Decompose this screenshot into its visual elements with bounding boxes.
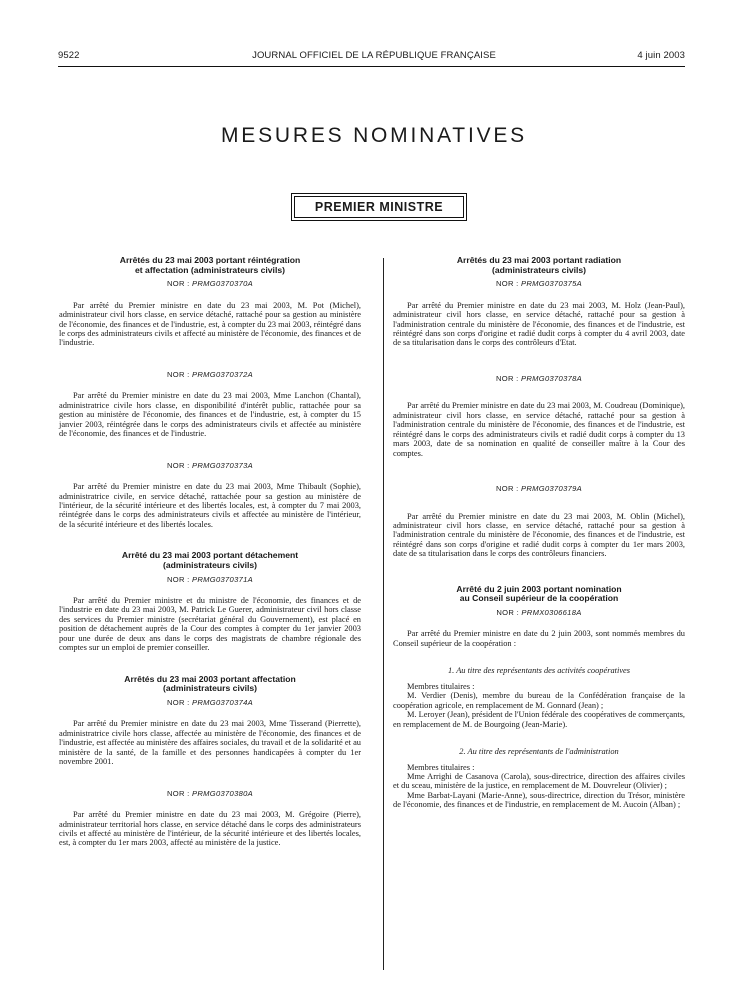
decree-paragraph: Par arrêté du Premier ministre en date du 23 mai 2003, M. Pot (Michel), administrateur civil hors classe, en service détaché, rattaché pour sa gestion au ministère de l'économie, des finances et de l'industrie, est, à compter du 23 mai 2003, réintégré dans le corps des administrateurs civils et affecté au ministère de l'économie, des finances et de l'industrie.: [59, 300, 361, 348]
subsection-heading: 1. Au titre des représentants des activités coopératives: [447, 666, 631, 676]
nor-reference: NOR : PRMG0370372A: [166, 369, 254, 379]
section-title-line: (administrateurs civils): [162, 683, 258, 694]
nor-reference: NOR : PRMG0370378A: [495, 373, 583, 383]
decree-paragraph: Par arrêté du Premier ministre en date du 23 mai 2003, Mme Thibault (Sophie), administratrice civile, en service détaché, rattachée pour sa gestion au ministère de l'intérieur, de la sécurité intérieure et des libertés locales, est, à compter du 7 mai 2003, réintégrée dans le corps des administrateurs civils et affectée au ministère de l'intérieur, de la sécurité intérieure et des libertés locales.: [59, 482, 361, 529]
decree-paragraph: Par arrêté du Premier ministre en date du 23 mai 2003, Mme Tisserand (Pierrette), administratrice civile hors classe, affectée au ministère de l'économie, des finances et de l'industrie, est affectée au ministère des affaires sociales, du travail et de la solidarité et au ministère de la santé, de la famille et des personnes handicapées à compter du 1er novembre 2001.: [59, 719, 361, 767]
section-title-line: Arrêté du 23 mai 2003 portant détachement: [121, 550, 299, 561]
section-title-line: Arrêtés du 23 mai 2003 portant radiation: [456, 255, 622, 265]
section-box-label: PREMIER MINISTRE: [294, 196, 464, 218]
decree-paragraph: Par arrêté du Premier ministre en date du 23 mai 2003, M. Coudreau (Dominique), administrateur civil hors classe, en service détaché, rattaché pour sa gestion à l'administration centrale du ministère de l'économie, des finances et de l'industrie, est réintégré dans le corps des administrateurs civils et radié dudit corps à compter du 13 mars 2003, date de sa nomination en qualité de conseiller maître à la Cour des comptes.: [393, 401, 685, 458]
nor-reference: NOR : PRMG0370379A: [495, 484, 583, 494]
members-label: Membres titulaires :: [407, 762, 475, 772]
section-title-line: Arrêté du 2 juin 2003 portant nomination: [456, 583, 622, 594]
nor-reference: NOR : PRMG0370374A: [166, 697, 254, 707]
member-entry: M. Leroyer (Jean), président de l'Union fédérale des coopératives de commerçants, en remplacement de M. de Bourgoing (Jean-Marie).: [393, 710, 686, 729]
nor-reference: NOR : PRMG0370380A: [166, 788, 254, 798]
member-entry: Mme Barbat-Layani (Marie-Anne), sous-directrice, direction du Trésor, ministère de l'économie, des finances et de l'industrie, en remplacement de M. Aucoin (Alban) ;: [393, 790, 685, 810]
nor-reference: NOR : PRMX0306618A: [496, 607, 582, 617]
decree-paragraph: Par arrêté du Premier ministre en date du 23 mai 2003, M. Oblin (Michel), administrateur civil hors classe, en service détaché, rattaché pour sa gestion à l'administration centrale du ministère de l'économie, des finances et de l'industrie, est réintégré dans son corps d'origine et radié dudit corps à compter du 1er mars 2003, date de sa titularisation dans le corps des contrôleurs financiers.: [393, 511, 685, 559]
issue-date: 4 juin 2003: [637, 50, 685, 61]
header-rule: [58, 66, 685, 67]
section-title-line: Arrêtés du 23 mai 2003 portant affectation: [124, 673, 296, 684]
nor-reference: NOR : PRMG0370370A: [166, 279, 254, 289]
section-title-line: (administrateurs civils): [162, 559, 258, 570]
section-box: [291, 193, 467, 221]
member-entry: M. Verdier (Denis), membre du bureau de la Confédération française de la coopération agricole, en remplacement de M. Gonnard (Jean) ;: [393, 691, 685, 710]
column-divider: [383, 258, 384, 970]
left-column: [59, 256, 361, 848]
section-title-line: au Conseil supérieur de la coopération: [459, 593, 619, 604]
section-title: [59, 675, 361, 694]
decree-paragraph: Par arrêté du Premier ministre et du ministre de l'économie, des finances et de l'industrie en date du 23 mai 2003, M. Patrick Le Guerer, administrateur civil hors classe des services du Premier ministre (secrétariat général du Gouvernement), est placé en position de détachement auprès de la Cour des comptes à compter du 1er janvier 2003 pour une durée de deux ans dans le corps des magistrats de chambre régionale des comptes sur un emploi de premier conseiller.: [59, 595, 361, 653]
nor-reference: NOR : PRMG0370375A: [495, 279, 583, 289]
section-title: [59, 551, 361, 570]
page-title: MESURES NOMINATIVES: [220, 124, 527, 147]
decree-paragraph: Par arrêté du Premier ministre en date du 2 juin 2003, sont nommés membres du Conseil supérieur de la coopération :: [393, 629, 685, 648]
page-number: 9522: [58, 50, 80, 61]
section-title: [393, 585, 685, 604]
nor-reference: NOR : PRMG0370373A: [166, 460, 254, 470]
section-title: [393, 256, 685, 275]
section-title-line: et affectation (administrateurs civils): [135, 264, 285, 275]
decree-paragraph: Par arrêté du Premier ministre en date du 23 mai 2003, Mme Lanchon (Chantal), administratrice civile hors classe, en disponibilité d'intérêt public, rattachée pour sa gestion au ministère de l'économie, des finances et de l'industrie, est, à compter du 15 janvier 2003, réintégrée dans le corps des administrateurs civils et affectée au ministère de l'économie, des finances et de l'industrie.: [59, 391, 361, 439]
members-label: Membres titulaires :: [407, 681, 475, 691]
section-title-line: (administrateurs civils): [491, 264, 587, 275]
nor-reference: NOR : PRMG0370371A: [166, 574, 254, 584]
section-title-line: Arrêtés du 23 mai 2003 portant réintégration: [119, 255, 301, 265]
journal-title: JOURNAL OFFICIEL DE LA RÉPUBLIQUE FRANÇAISE: [252, 50, 496, 61]
decree-paragraph: Par arrêté du Premier ministre en date du 23 mai 2003, M. Holz (Jean-Paul), administrateur civil hors classe, en service détaché, rattaché pour sa gestion à l'administration centrale du ministère de l'économie, des finances et de l'industrie, est réintégré dans son corps d'origine et radié dudit corps à compter du 4 avril 2003, date de sa titularisation dans le corps des contrôleurs d'Etat.: [393, 300, 685, 348]
member-entry: Mme Arrighi de Casanova (Carola), sous-directrice, direction des affaires civiles et du sceau, ministère de la justice, en remplacement de M. Douvreleur (Olivier) ;: [393, 771, 685, 791]
decree-paragraph: Par arrêté du Premier ministre en date du 23 mai 2003, M. Grégoire (Pierre), administrateur territorial hors classe, en service détaché dans le corps des administrateurs civils et affecté au ministère de l'intérieur, de la sécurité intérieure et des libertés locales, est, à compter du 1er mars 2003, affecté au ministère de la justice.: [59, 810, 361, 848]
section-title: [59, 256, 361, 275]
subsection-heading: 2. Au titre des représentants de l'administration: [459, 747, 619, 757]
right-column: [393, 256, 685, 810]
